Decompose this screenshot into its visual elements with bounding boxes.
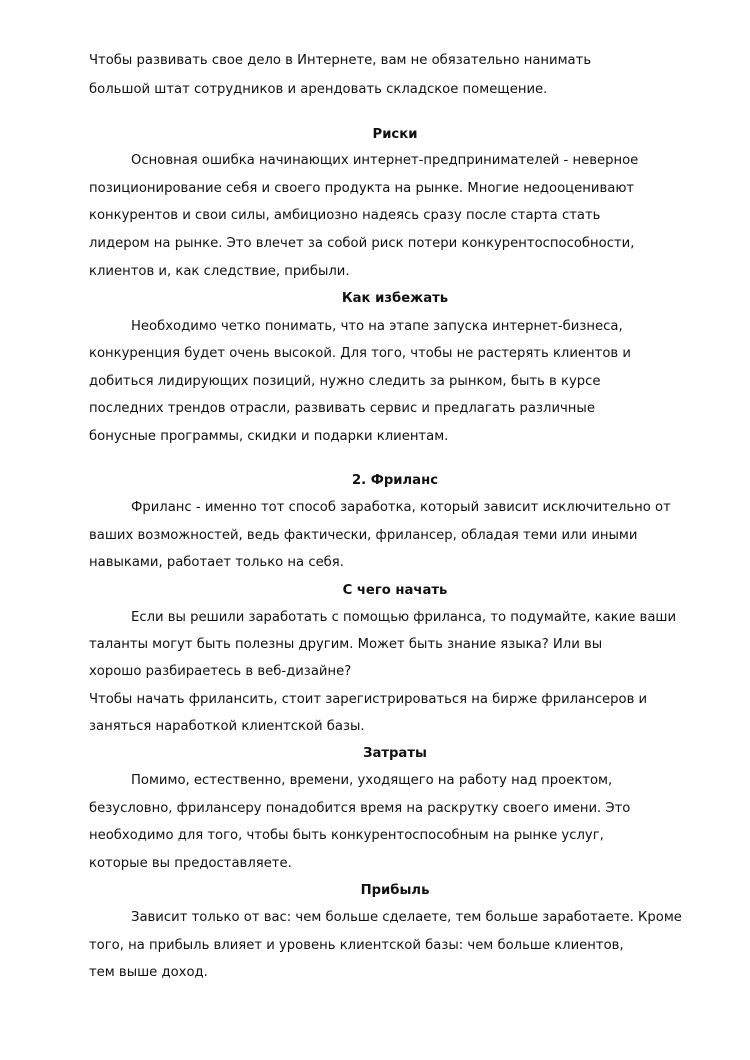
start-line-2: таланты могут быть полезны другим. Может быть знание языка? Или вы (89, 637, 603, 652)
freelance-line-1: Фриланс - именно тот способ заработка, который зависит исключительно от (131, 500, 671, 515)
costs-heading: Затраты (363, 746, 427, 761)
costs-line-1: Помимо, естественно, времени, уходящего на работу над проектом, (131, 773, 613, 788)
start-line-3: хорошо разбираетесь в веб-дизайне? (89, 664, 352, 679)
risks-line-5: клиентов и, как следствие, прибыли. (89, 264, 350, 279)
profit-line-1: Зависит только от вас: чем больше сделаете, тем больше заработаете. Кроме (131, 910, 682, 925)
costs-line-2: безусловно, фрилансеру понадобится время на раскрутку своего имени. Это (89, 801, 631, 816)
costs-line-3: необходимо для того, чтобы быть конкурентоспособным на рынке услуг, (89, 828, 604, 843)
intro-line-1: Чтобы развивать свое дело в Интернете, вам не обязательно нанимать (89, 53, 592, 68)
costs-line-4: которые вы предоставляете. (89, 856, 292, 871)
avoid-line-5: бонусные программы, скидки и подарки клиентам. (89, 429, 449, 444)
freelance-line-2: ваших возможностей, ведь фактически, фрилансер, обладая теми или иными (89, 528, 638, 543)
profit-line-3: тем выше доход. (89, 965, 208, 980)
freelance-heading: 2. Фриланс (351, 473, 439, 488)
avoid-line-4: последних трендов отрасли, развивать сервис и предлагать различные (89, 401, 595, 416)
profit-line-2: того, на прибыль влияет и уровень клиентской базы: чем больше клиентов, (89, 938, 624, 953)
risks-line-1: Основная ошибка начинающих интернет-предпринимателей - неверное (131, 153, 639, 168)
avoid-line-1: Необходимо четко понимать, что на этапе запуска интернет-бизнеса, (131, 319, 623, 334)
risks-heading: Риски (372, 127, 418, 142)
avoid-line-2: конкуренция будет очень высокой. Для того, чтобы не растерять клиентов и (89, 346, 631, 361)
start-line-5: заняться наработкой клиентской базы. (89, 719, 365, 734)
risks-line-3: конкурентов и свои силы, амбициозно надеясь сразу после старта стать (89, 208, 601, 223)
start-heading: С чего начать (342, 583, 448, 598)
intro-line-2: большой штат сотрудников и арендовать складское помещение. (89, 82, 548, 97)
start-line-4: Чтобы начать фрилансить, стоит зарегистрироваться на бирже фрилансеров и (89, 692, 648, 707)
risks-line-2: позиционирование себя и своего продукта на рынке. Многие недооценивают (89, 181, 635, 196)
avoid-line-3: добиться лидирующих позиций, нужно следить за рынком, быть в курсе (89, 374, 601, 389)
risks-line-4: лидером на рынке. Это влечет за собой риск потери конкурентоспособности, (89, 236, 635, 251)
profit-heading: Прибыль (360, 883, 430, 898)
start-line-1: Если вы решили заработать с помощью фриланса, то подумайте, какие ваши (131, 610, 677, 625)
avoid-heading: Как избежать (341, 291, 449, 306)
freelance-line-3: навыками, работает только на себя. (89, 555, 344, 570)
